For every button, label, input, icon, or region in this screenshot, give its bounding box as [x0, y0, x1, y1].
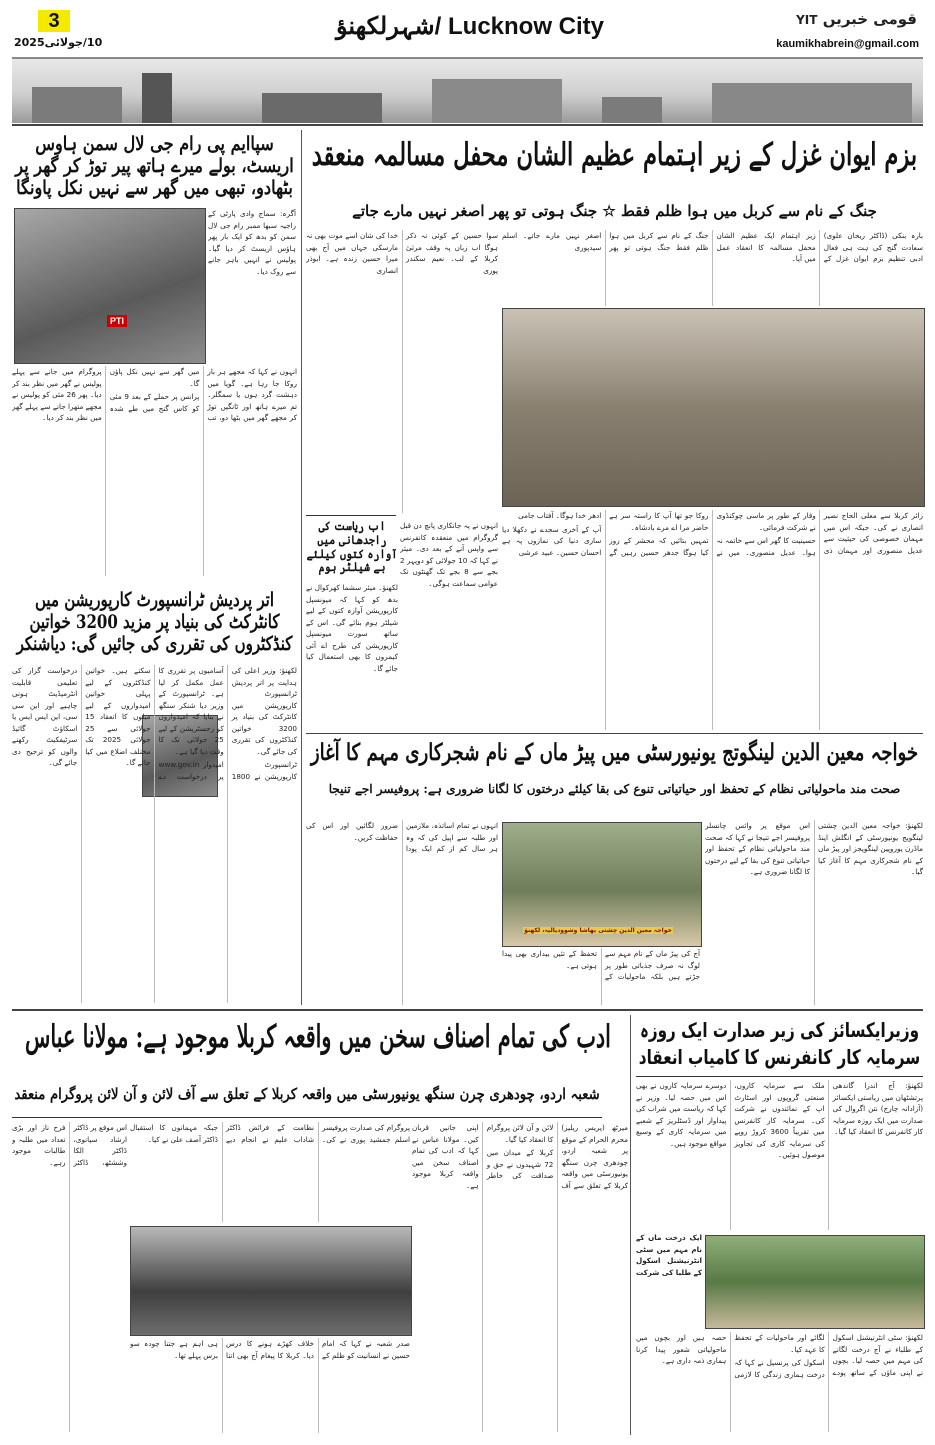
subheadline-khwaja: صحت مند ماحولیاتی نظام کے تحفظ اور حیاتیاتی تنوع کی بقا کیلئے درختوں کا لگانا ضروری ہے: پروفیسر اجے تنیجا	[328, 782, 901, 796]
contact-email[interactable]: kaumikhabrein@gmail.com	[776, 38, 919, 50]
article-body-khwaja-left: انہوں نے تمام اساتذہ، ملازمین اور طلبہ سے اپیل کی کہ وہ ہر سال کم از کم ایک پودا ضرور لگائیں اور اس کی حفاظت کریں۔	[306, 821, 498, 853]
article-body-excise: لکھنؤ: آج اندرا گاندھی پرتشٹھان میں ریاستی ایکسائز (آزادانہ چارج) نتن اگروال کی صدارت میں ایک روزہ سرمایہ کار کانفرنس کا انعقاد کیا گیا۔ ملک سے سرمایہ کاروں، صنعتی گروپوں اور اسٹارٹ اپ کے نمائندوں نے شرکت کی۔ سرمایہ کار کانفرنس میں تقریباً 3600 کروڑ روپے کی سرمایہ کاری کی تجاویز موصول ہوئیں۔ دوسرے سرمایہ کاروں نے بھی اس میں حصہ لیا۔ وزیر نے کہا کہ ریاست میں شراب کی پیداوار اور ڈسٹلریز کے شعبے میں سرمایہ کاری کے وسیع مواقع موجود ہیں۔	[636, 1081, 923, 1159]
article-body-mushaira: زائر کربلا سے معلی الحاج نصیر انصاری نے کی۔ جبکہ اس میں مہمان خصوصی کی حیثیت سے عدیل منصوری اور مہمان ذی وقار کے طور پر ماسی چوکنڈوی نے شرکت فرمائی۔ حسینیت کا گھر اس سے خاتمہ نہ ہوا۔ عدیل منصوری۔ میں نے روکا جو تھا آپ کا راستہ سر ہے حاضر مرا اے مرے بادشاہ۔ تمہیں بتائیں کہ محشر کے روز کیا ہوگا جدھر حسین رہیں گے ادھر خدا ہوگا۔ آفتاب جامی آپ کے آخری سجدے نے دکھلا دیا ساری دنیا کی نمازوں پہ ہے احسان حسین۔ عبید عرشی	[502, 511, 923, 557]
section-title: شہرلکھنؤ/ Lucknow City	[335, 13, 605, 40]
divider	[306, 733, 923, 734]
subheadline-abbas: شعبہ اردو، چودھری چرن سنگھ یونیورسٹی میں واقعہ کربلا کے تعلق سے آف لائن و آن لائن پروگرام منعقد	[14, 1085, 600, 1103]
article-body-dogs-shelter: لکھنؤ۔ میئر سشما کھرکوال نے بدھ کو کہا کہ میونسپل کارپوریشن آوارہ کتوں کے لیے شیلٹر ہوم بنائے گی۔ اس کے ساتھ سورت میونسپل کارپوریشن کی طرح اے آئی کیمروں کا بھی استعمال کیا جائے گا۔	[306, 583, 398, 673]
article-body-abbas-right: میرٹھ (پریس ریلیز) محرم الحرام کے موقع پر شعبہ اردو، چودھری چرن سنگھ یونیورسٹی میں واقعہ کربلا کے تعلق سے آف لائن و آن لائن پروگرام کا انعقاد کیا گیا۔ کربلا کے میدان میں 72 شہیدوں نے حق و صداقت کی خاطر اپنی جانیں قربان کیں۔ مولانا عباس نے کہا کہ ادب کی تمام اصناف سخن میں واقعہ کربلا موجود ہے۔	[412, 1123, 628, 1190]
newspaper-logo	[792, 10, 917, 28]
page-number: 3	[38, 10, 70, 32]
article-body-ramjilal-top: آگرہ: سماج وادی پارٹی کے راجیہ سبھا ممبر رام جی لال سمن کو بدھ کو ایک بار پھر ہاؤس اریسٹ کر دیا گیا۔ پولیس نے انہیں باہر جانے سے روک دیا۔	[208, 209, 296, 276]
headline-dogs-shelter: اب ریاست کی راجدھانی میں آوارہ کتوں کیلئے بے شیلٹر ہوم	[306, 519, 398, 575]
photo-school-plantation	[705, 1235, 925, 1329]
divider	[306, 515, 396, 516]
subheadline-mushaira: جنگ کے نام سے کربل میں ہوا ظلم فقط ☆ جنگ ہوتی تو پھر اصغر نہیں مارے جاتے	[352, 202, 877, 220]
article-body-school-side: ایک درخت ماں کے نام مہم میں سٹی انٹرنیشنل اسکول کے طلبا کی شرکت	[636, 1233, 702, 1277]
photo-khwaja-plantation	[502, 822, 702, 947]
logo-text: قومی خبریں	[822, 10, 917, 28]
article-body-khwaja-right: لکھنؤ: خواجہ معین الدین چشتی لینگویج یونیورسٹی کے انگلش اینڈ ماڈرن یوروپین لینگویجز اور پیڑ ماں کے نام شجرکاری مہم کا آغاز کیا گیا۔ اس موقع پر وائس چانسلر پروفیسر اجے تنیجا نے کہا کہ صحت مند ماحولیاتی نظام کے تحفظ اور حیاتیاتی تنوع کی بقا کے لیے درختوں کا لگانا ضروری ہے۔	[705, 821, 923, 876]
column-divider	[630, 1015, 631, 1435]
article-body-ramjilal: انہوں نے کہا کہ مجھے ہر بار روکا جا رہا ہے۔ گویا میں دہشت گرد ہوں یا سمگلر۔ تم میرے ہاتھ اور ٹانگیں توڑ کر مجھے گھر میں بٹھا دو، تب میں گھر سے نہیں نکل پاؤں گا۔ پرانس پر حملے کے بعد 9 مئی کو کاس گنج میں طے شدہ پروگرام میں جانے سے پہلے پولیس نے گھر میں نظر بند کر دیا۔ پھر 26 مئی کو پولیس نے مجھے متھرا جانے سے پہلے گھر میں نظر بند کر دیا۔	[12, 367, 297, 422]
headline-khwaja: خواجہ معین الدین لینگوتج یونیورسٹی میں پیڑ ماں کے نام شجرکاری مہم کا آغاز	[310, 739, 919, 766]
divider	[636, 1076, 923, 1077]
divider	[12, 124, 923, 126]
logo-mark-icon: YIT	[796, 13, 818, 27]
issue-date: 10/جولائی2025	[14, 36, 103, 49]
column-divider	[301, 130, 302, 1005]
headline-ramjilal: سپاایم پی رام جی لال سمن ہاوس اریسٹ، بولے میرے ہاتھ پیر توڑ کر گھر پر بٹھادو، تبھی میں گھر سے نہیں نکل پاونگا	[15, 133, 294, 199]
headline-mushaira: بزم ایوان غزل کے زیر اہتمام عظیم الشان محفل مسالمہ منعقد	[311, 137, 918, 173]
article-body-abbas-left: اس موقع پر ڈاکٹر ارشاد سیانوی، ڈاکٹر الکا وششٹھ، ڈاکٹر فرح ناز اور بڑی تعداد میں طلبہ و طالبات موجود رہے۔	[12, 1123, 127, 1167]
headline-abbas: ادب کی تمام اصناف سخن میں واقعہ کربلا موجود ہے: مولانا عباس	[25, 1019, 611, 1055]
headline-transport: اتر پردیش ٹرانسپورٹ کارپوریشن میں کانٹرکٹ کی بنیاد پر مزید 3200 خواتین کنڈکٹروں کی تقرری کی جائیں گی: دیاشنکر	[16, 589, 293, 655]
article-body-school: لکھنؤ: سٹی انٹرنیشنل اسکول کے طلباء نے آج درخت لگانے کی مہم میں حصہ لیا۔ بچوں نے اپنی ماؤں کے ساتھ پودے لگائے اور ماحولیات کے تحفظ کا عہد کیا۔ اسکول کی پرنسپل نے کہا کہ درخت ہماری زندگی کا لازمی حصہ ہیں اور بچوں میں ماحولیاتی شعور پیدا کرنا ہماری ذمہ داری ہے۔	[636, 1333, 923, 1379]
article-body-abbas-top: پروگرام کی صدارت پروفیسر اسلم جمشید پوری نے کی۔ نظامت کے فرائض ڈاکٹر شاداب علیم نے انجام دیے جبکہ مہمانوں کا استقبال ڈاکٹر آصف علی نے کیا۔	[130, 1123, 410, 1144]
lucknow-skyline-banner	[12, 57, 923, 123]
article-body-khwaja-under: آج کی پیڑ ماں کے نام مہم سے لوگ نہ صرف جذباتی طور پر جڑتے ہیں بلکہ ماحولیات کے تحفظ کے تئیں بیداری بھی پیدا ہوتی ہے۔	[502, 949, 700, 981]
article-body-mushaira-left: سوا حسین کے کوئی نہ ذکر ہوگا اب زباں پہ وقف مرثیٔ کربلا کے لب۔ نعیم سکندر پوری خدا کی شان اسے موت بھی نہ مارسکی جہاں میں آج بھی میرا حسین زندہ ہے۔ ابوذر انصاری	[306, 231, 498, 275]
photo-banner-text: خواجہ معین الدین چشتی بھاشا وشوودیالیہ، لکھنؤ	[524, 927, 672, 934]
photo-ramjilal	[14, 208, 206, 364]
headline-excise: وزیرایکسائز کی زیر صدارت ایک روزہ سرمایہ کار کانفرنس کا کامیاب انعقاد	[638, 1018, 921, 1069]
article-body-abbas-bottom: صدر شعبہ نے کہا کہ امام حسین نے انسانیت کو ظلم کے خلاف کھڑے ہونے کا درس دیا۔ کربلا کا پیغام آج بھی اتنا ہی اہم ہے جتنا چودہ سو برس پہلے تھا۔	[130, 1339, 410, 1360]
divider	[12, 1117, 602, 1118]
article-body-dogs-shelter-a: انہوں نے یہ جانکاری پانچ دن قبل گروگرام میں منعقدہ کانفرنس سے واپس آنے کے بعد دی۔ میئر نے کہا کہ 10 جولائی کو دوپہر 2 بجے سے 8 بجے تک گھنٹوں تک عوامی سماعت ہوگی۔	[400, 521, 498, 588]
photo-abbas-program	[130, 1226, 412, 1336]
divider	[12, 1009, 923, 1011]
pti-mic-label: PTI	[107, 315, 127, 327]
photo-mushaira-group	[502, 308, 925, 507]
article-body-transport: لکھنؤ: وزیر اعلی کی ہدایت پر اتر پردیش ٹرانسپورٹ کارپوریشن میں کانٹرکٹ کی بنیاد پر 3200 خواتین کنڈکٹروں کی تقرری کی جائے گی۔ ٹرانسپورٹ کارپوریشن نے 1800 آسامیوں پر تقرری کا عمل مکمل کر لیا ہے۔ ٹرانسپورٹ کے وزیر دیا شنکر سنگھ نے بتایا کہ امیدواروں کو رجسٹریشن کے لیے 25 جولائی تک کا وقت دیا گیا ہے۔ امیدوار www.gov.in پر درخواست دے سکتے ہیں۔ خواتین کنڈکٹروں کے لیے پہلی خواتین امیدواروں کے لیے میلوں کا انعقاد 15 جولائی سے 25 جولائی 2025 تک مختلف اضلاع میں کیا جائے گا۔ درخواست گزار کی تعلیمی قابلیت انٹرمیڈیٹ ہونی چاہیے اور این سی سی، این ایس ایس یا اسکاؤٹ گائیڈ سرٹیفکیٹ رکھنے والوں کو ترجیح دی جائے گی۔	[12, 666, 297, 781]
article-body-mushaira-top: بارہ بنکی (ڈاکٹر ریحان علوی) سعادت گنج کی ہت ہی فعال ادبی تنظیم بزم ایوان غزل کے زیر اہتمام ایک عظیم الشان محفل مسالمہ کا انعقاد عمل میں آیا۔ جنگ کے نام سے کربل میں ہوا ظلم فقط جنگ ہوتی تو پھر اصغر نہیں مارے جاتے۔ اسلم سیدپوری	[502, 231, 923, 263]
